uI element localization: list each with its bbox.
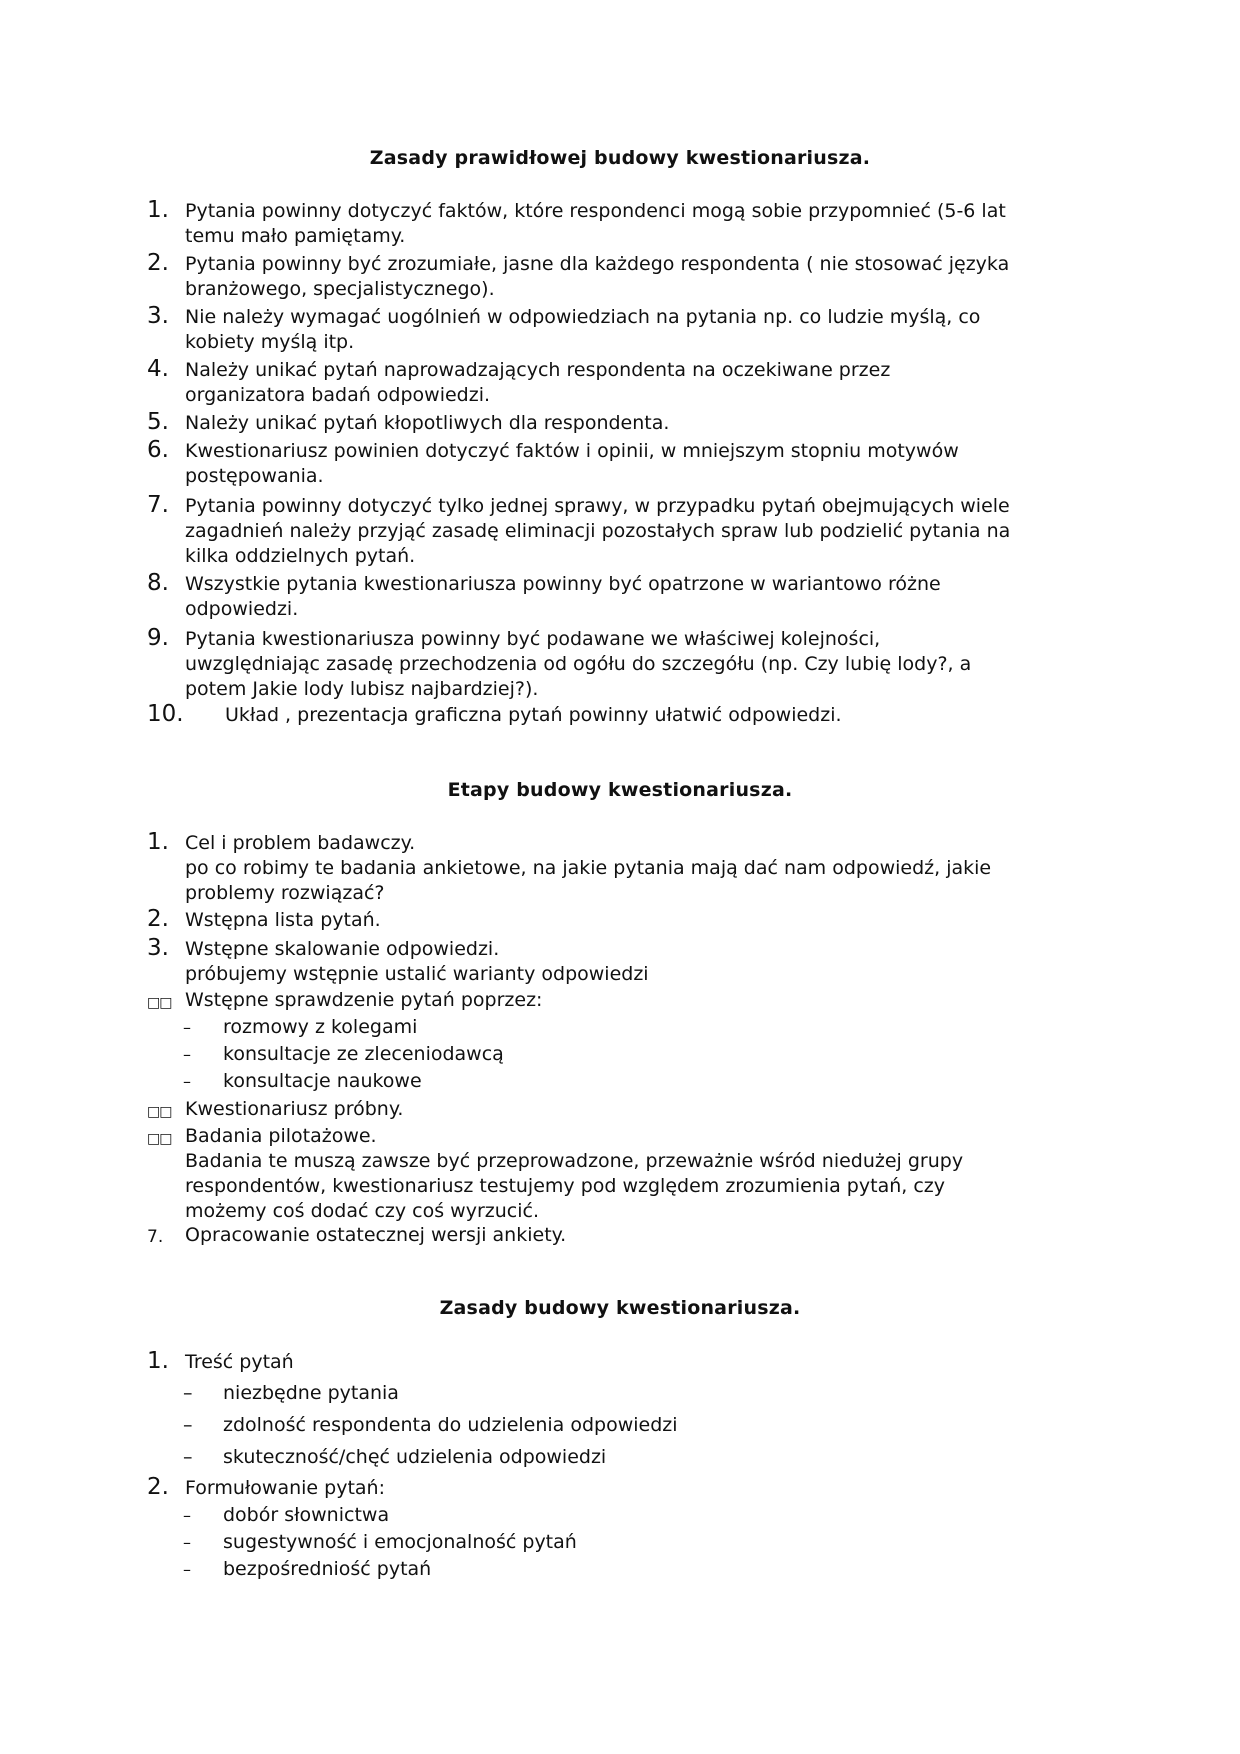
item-text: Kwestionariusz powinien dotyczyć faktów i opinii, w mniejszym stopniu motywów postępowania.	[185, 440, 959, 487]
item-text: Należy unikać pytań naprowadzających respondenta na oczekiwane przez organizatora badań odpowiedzi.	[185, 359, 891, 406]
item-text: Wstępne skalowanie odpowiedzi. próbujemy wstępnie ustalić warianty odpowiedzi	[185, 938, 649, 985]
item-text: Opracowanie ostatecznej wersji ankiety.	[185, 1224, 567, 1246]
item-number: 7.	[147, 1227, 164, 1247]
item-text: Wstępna lista pytań.	[185, 909, 381, 931]
dash-bullet: –	[183, 1045, 191, 1064]
dash-bullet: –	[183, 1382, 193, 1404]
item-text: Układ , prezentacja graficzna pytań powinny ułatwić odpowiedzi.	[225, 704, 842, 726]
item-number: 1.	[147, 197, 169, 223]
item-text: Wszystkie pytania kwestionariusza powinny być opatrzone w wariantowo różne odpowiedzi.	[185, 573, 941, 620]
section-heading-2: Etapy budowy kwestionariusza.	[447, 779, 793, 801]
item-number: 2.	[147, 250, 169, 276]
item-number: 2.	[147, 906, 169, 932]
item-text: Treść pytań	[185, 1351, 294, 1373]
section-heading-1: Zasady prawidłowej budowy kwestionariusza.	[369, 147, 871, 169]
dash-bullet: –	[183, 1560, 191, 1579]
item-number: 5.	[147, 409, 169, 435]
item-text: Kwestionariusz próbny.	[185, 1098, 404, 1120]
item-number: 2.	[147, 1474, 169, 1500]
item-number: 7.	[147, 492, 169, 518]
item-text: Nie należy wymagać uogólnień w odpowiedziach na pytania np. co ludzie myślą, co kobiety myślą itp.	[185, 306, 981, 353]
item-text: Cel i problem badawczy. po co robimy te badania ankietowe, na jakie pytania mają dać nam odpowiedź, jakie problemy rozwiązać?	[185, 832, 992, 904]
item-number: 10.	[147, 701, 184, 727]
item-number: 3.	[147, 303, 169, 329]
item-text: Pytania powinny dotyczyć tylko jednej sprawy, w przypadku pytań obejmujących wiele zagadnień należy przyjąć zasadę eliminacji pozostałych spraw lub podzielić pytania na kilka oddzielnych pytań.	[185, 495, 1011, 567]
item-text: Pytania kwestionariusza powinny być podawane we właściwej kolejności, uwzględniając zasadę przechodzenia od ogółu do szczegółu (np. Czy lubię lody?, a potem Jakie lody lubisz najbardziej?).	[185, 628, 972, 700]
item-number: 8.	[147, 570, 169, 596]
item-text: Należy unikać pytań kłopotliwych dla respondenta.	[185, 412, 670, 434]
item-number: 9.	[147, 625, 169, 651]
document-page: Zasady prawidłowej budowy kwestionariusza. 1. Pytania powinny dotyczyć faktów, które respondenci mogą sobie przypomnieć (5-6 lat temu mało pamiętamy. 2. Pytania powinny być zrozumiałe, jasne dla każdego respondenta ( nie stosować języka branżowego, specjalistycznego). 3. Nie należy wymagać uogólnień w odpowiedziach na pytania np. co ludzie myślą, co kobiety myślą itp. 4. Należy unikać pytań naprowadzających respondenta na oczekiwane przez organizatora badań odpowiedzi. 5. Należy unikać pytań kłopotliwych dla respondenta. 6. Kwestionariusz powinien dotyczyć faktów i opinii, w mniejszym stopniu motywów postępowania. 7. Pytania powinny dotyczyć tylko jednej sprawy, w przypadku pytań obejmujących wiele zagadnień należy przyjąć zasadę eliminacji pozostałych spraw lub podzielić pytania na kilka oddzielnych pytań. 8. Wszystkie pytania kwestionariusza powinny być opatrzone w wariantowo różne odpowiedzi. 9. Pytania kwestionariusza powinny być podawane we właściwej kolejności, uwzględniając zasadę przechodzenia od ogółu do szczegółu (np. Czy lubię lody?, a potem Jakie lody lubisz najbardziej?). 10. Układ , prezentacja graficzna pytań powinny ułatwić odpowiedzi. Etapy budowy kwestionariusza. 1. Cel i problem badawczy. po co robimy te badania ankietowe, na jakie pytania mają dać nam odpowiedź, jakie problemy rozwiązać? 2. Wstępna lista pytań. 3. Wstępne skalowanie odpowiedzi. próbujemy wstępnie ustalić warianty odpowiedzi □□ Wstępne sprawdzenie pytań poprzez: – rozmowy z kolegami – konsultacje ze zleceniodawcą – konsultacje naukowe □□ Kwestionariusz próbny. □□ Badania pilotażowe. Badania te muszą zawsze być przeprowadzone, przeważnie wśród niedużej grupy respondentów, kwestionariusz testujemy pod względem zrozumienia pytań, czy możemy coś dodać czy coś wyrzucić. 7. Opracowanie ostatecznej wersji ankiety. Zasady budowy kwestionariusza. 1. Treść pytań – niezbędne pytania – zdolność respondenta do udzielenia odpowiedzi – skuteczność/chęć udzielenia odpowiedzi 2. Formułowanie pytań: – dobór słownictwa – sugestywność i emocjonalność pytań – bezpośredniość pytań	[0, 0, 1240, 1754]
item-text: Badania pilotażowe. Badania te muszą zawsze być przeprowadzone, przeważnie wśród niedużej grupy respondentów, kwestionariusz testujemy pod względem zrozumienia pytań, czy możemy coś dodać czy coś wyrzucić.	[185, 1125, 964, 1222]
item-text: Formułowanie pytań:	[185, 1477, 386, 1499]
dash-bullet: –	[183, 1446, 193, 1468]
missing-glyph-bullet: □□	[147, 995, 172, 1011]
dash-bullet: –	[183, 1072, 191, 1091]
item-number: 1.	[147, 829, 169, 855]
item-text: Wstępne sprawdzenie pytań poprzez:	[185, 989, 543, 1011]
dash-bullet: –	[183, 1506, 191, 1525]
item-number: 3.	[147, 935, 169, 961]
dash-bullet: –	[183, 1414, 193, 1436]
item-number: 4.	[147, 356, 169, 382]
item-number: 1.	[147, 1348, 169, 1374]
dash-bullet: –	[183, 1533, 191, 1552]
item-number: 6.	[147, 437, 169, 463]
dash-bullet: –	[183, 1018, 191, 1037]
item-text: Pytania powinny dotyczyć faktów, które respondenci mogą sobie przypomnieć (5-6 lat temu mało pamiętamy.	[185, 200, 1006, 247]
missing-glyph-bullet: □□	[147, 1104, 172, 1120]
section-heading-3: Zasady budowy kwestionariusza.	[439, 1297, 801, 1319]
item-text: Pytania powinny być zrozumiałe, jasne dla każdego respondenta ( nie stosować języka branżowego, specjalistycznego).	[185, 253, 1010, 300]
missing-glyph-bullet: □□	[147, 1131, 172, 1147]
